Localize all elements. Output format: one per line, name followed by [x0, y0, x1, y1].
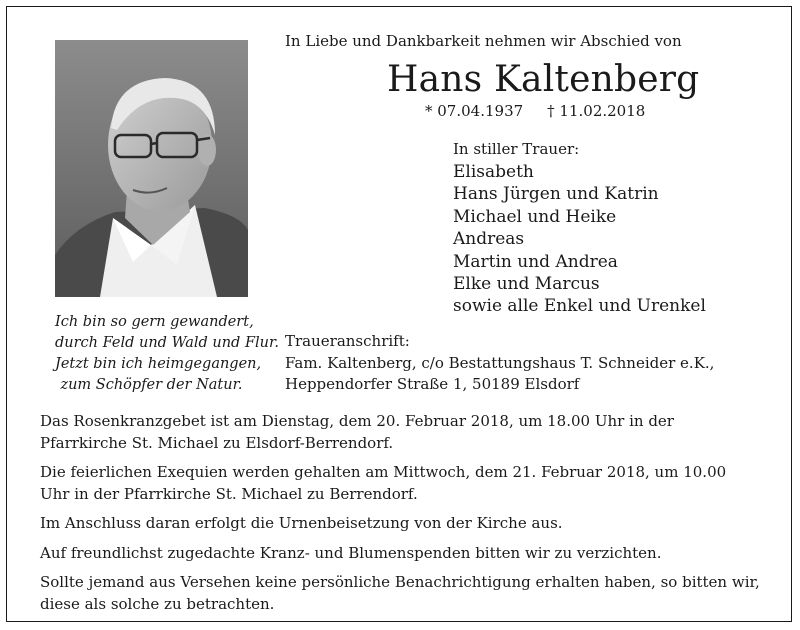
mourner-name: Michael und Heike: [453, 206, 617, 227]
poem-line: Ich bin so gern gewandert,: [55, 314, 254, 330]
service-notices: [40, 411, 760, 623]
poem-line: zum Schöpfer der Natur.: [60, 377, 243, 393]
intro-text: In Liebe und Dankbarkeit nehmen wir Abschied von: [285, 32, 682, 50]
poem-line: durch Feld und Wald und Flur.: [55, 335, 279, 351]
memorial-poem: [55, 312, 279, 396]
mourner-name: Elke und Marcus: [453, 274, 600, 295]
notice-paragraph: Sollte jemand aus Versehen keine persönliche Benachrichtigung erhalten haben, so bitten wir, diese als solche zu betrachten.: [40, 573, 760, 613]
notice-paragraph: Im Anschluss daran erfolgt die Urnenbeisetzung von der Kirche aus.: [40, 514, 563, 532]
mourning-address: [285, 331, 714, 396]
notice-paragraph: Das Rosenkranzgebet ist am Dienstag, dem 20. Februar 2018, um 18.00 Uhr in der Pfarrkirche St. Michael zu Elsdorf-Berrendorf.: [40, 412, 674, 452]
death-date: † 11.02.2018: [547, 102, 646, 120]
address-line: Heppendorfer Straße 1, 50189 Elsdorf: [285, 375, 580, 393]
address-label: Traueranschrift:: [285, 332, 410, 350]
life-dates: [425, 100, 645, 122]
mourners-heading: In stiller Trauer:: [453, 140, 580, 158]
deceased-name: Hans Kaltenberg: [387, 59, 700, 100]
notice-paragraph: Auf freundlichst zugedachte Kranz- und Blumenspenden bitten wir zu verzichten.: [40, 543, 662, 562]
mourner-name: Hans Jürgen und Katrin: [453, 184, 659, 205]
birth-date: * 07.04.1937: [425, 102, 524, 120]
portrait-photo: [55, 40, 248, 297]
address-line: Fam. Kaltenberg, c/o Bestattungshaus T. Schneider e.K.,: [285, 353, 715, 372]
notice-paragraph: Die feierlichen Exequien werden gehalten am Mittwoch, dem 21. Februar 2018, um 10.00 Uhr in der Pfarrkirche St. Michael zu Berrendorf.: [40, 463, 727, 503]
mourners-list: [453, 161, 706, 318]
mourner-name: Andreas: [453, 229, 525, 250]
mourner-name: Martin und Andrea: [453, 251, 618, 272]
mourner-name: Elisabeth: [453, 162, 534, 182]
poem-line: Jetzt bin ich heimgegangen,: [55, 356, 262, 372]
mourner-name: sowie alle Enkel und Urenkel: [453, 296, 706, 317]
